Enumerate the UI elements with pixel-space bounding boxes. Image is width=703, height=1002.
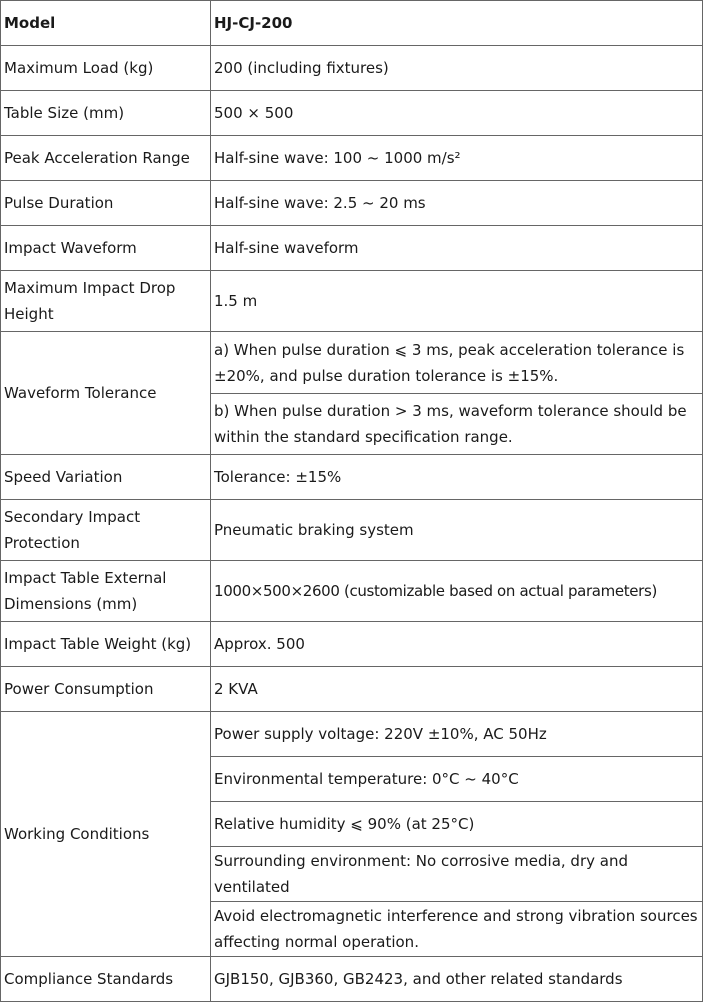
row-value: Power supply voltage: 220V ±10%, AC 50Hz <box>211 712 703 757</box>
table-row <box>1 91 703 136</box>
row-value: Tolerance: ±15% <box>211 455 703 500</box>
table-row <box>1 226 703 271</box>
table-row <box>1 561 703 622</box>
row-value: Surrounding environment: No corrosive media, dry and ventilated <box>211 847 703 902</box>
table-row <box>1 271 703 332</box>
row-value: 1000×500×2600 (customizable based on actual parameters) <box>211 561 703 622</box>
row-value: Relative humidity ⩽ 90% (at 25°C) <box>211 802 703 847</box>
row-value: Half-sine waveform <box>211 226 703 271</box>
row-label: Power Consumption <box>1 667 211 712</box>
row-label: Secondary Impact Protection <box>1 500 211 561</box>
row-label: Maximum Load (kg) <box>1 46 211 91</box>
row-label: Peak Acceleration Range <box>1 136 211 181</box>
table-row <box>1 46 703 91</box>
row-value: 2 KVA <box>211 667 703 712</box>
table-row <box>1 667 703 712</box>
table-row <box>1 181 703 226</box>
header-label: Model <box>1 1 211 46</box>
row-value: a) When pulse duration ⩽ 3 ms, peak acceleration tolerance is ±20%, and pulse duration tolerance is ±15%. <box>211 332 703 394</box>
row-label: Speed Variation <box>1 455 211 500</box>
row-label: Maximum Impact Drop Height <box>1 271 211 332</box>
row-value: Avoid electromagnetic interference and strong vibration sources affecting normal operation. <box>211 902 703 957</box>
row-value: 200 (including fixtures) <box>211 46 703 91</box>
table-row <box>1 712 703 757</box>
row-label: Working Conditions <box>1 712 211 957</box>
table-row <box>1 455 703 500</box>
row-label: Impact Table External Dimensions (mm) <box>1 561 211 622</box>
table-row <box>1 622 703 667</box>
header-model-value: HJ-CJ-200 <box>211 1 703 46</box>
row-value: Approx. 500 <box>211 622 703 667</box>
row-value: GJB150, GJB360, GB2423, and other related standards <box>211 957 703 1002</box>
table-row <box>1 500 703 561</box>
row-value: Half-sine wave: 100 ~ 1000 m/s² <box>211 136 703 181</box>
row-label: Impact Waveform <box>1 226 211 271</box>
row-value: 1.5 m <box>211 271 703 332</box>
row-label: Waveform Tolerance <box>1 332 211 455</box>
row-label: Impact Table Weight (kg) <box>1 622 211 667</box>
row-value: 500 × 500 <box>211 91 703 136</box>
row-label: Compliance Standards <box>1 957 211 1002</box>
table-row <box>1 957 703 1002</box>
row-value: Environmental temperature: 0°C ~ 40°C <box>211 757 703 802</box>
table-row <box>1 136 703 181</box>
row-value: Half-sine wave: 2.5 ~ 20 ms <box>211 181 703 226</box>
row-value: b) When pulse duration > 3 ms, waveform tolerance should be within the standard specification range. <box>211 394 703 455</box>
row-label: Pulse Duration <box>1 181 211 226</box>
table-header-row <box>1 1 703 46</box>
row-value: Pneumatic braking system <box>211 500 703 561</box>
table-row <box>1 332 703 394</box>
row-label: Table Size (mm) <box>1 91 211 136</box>
